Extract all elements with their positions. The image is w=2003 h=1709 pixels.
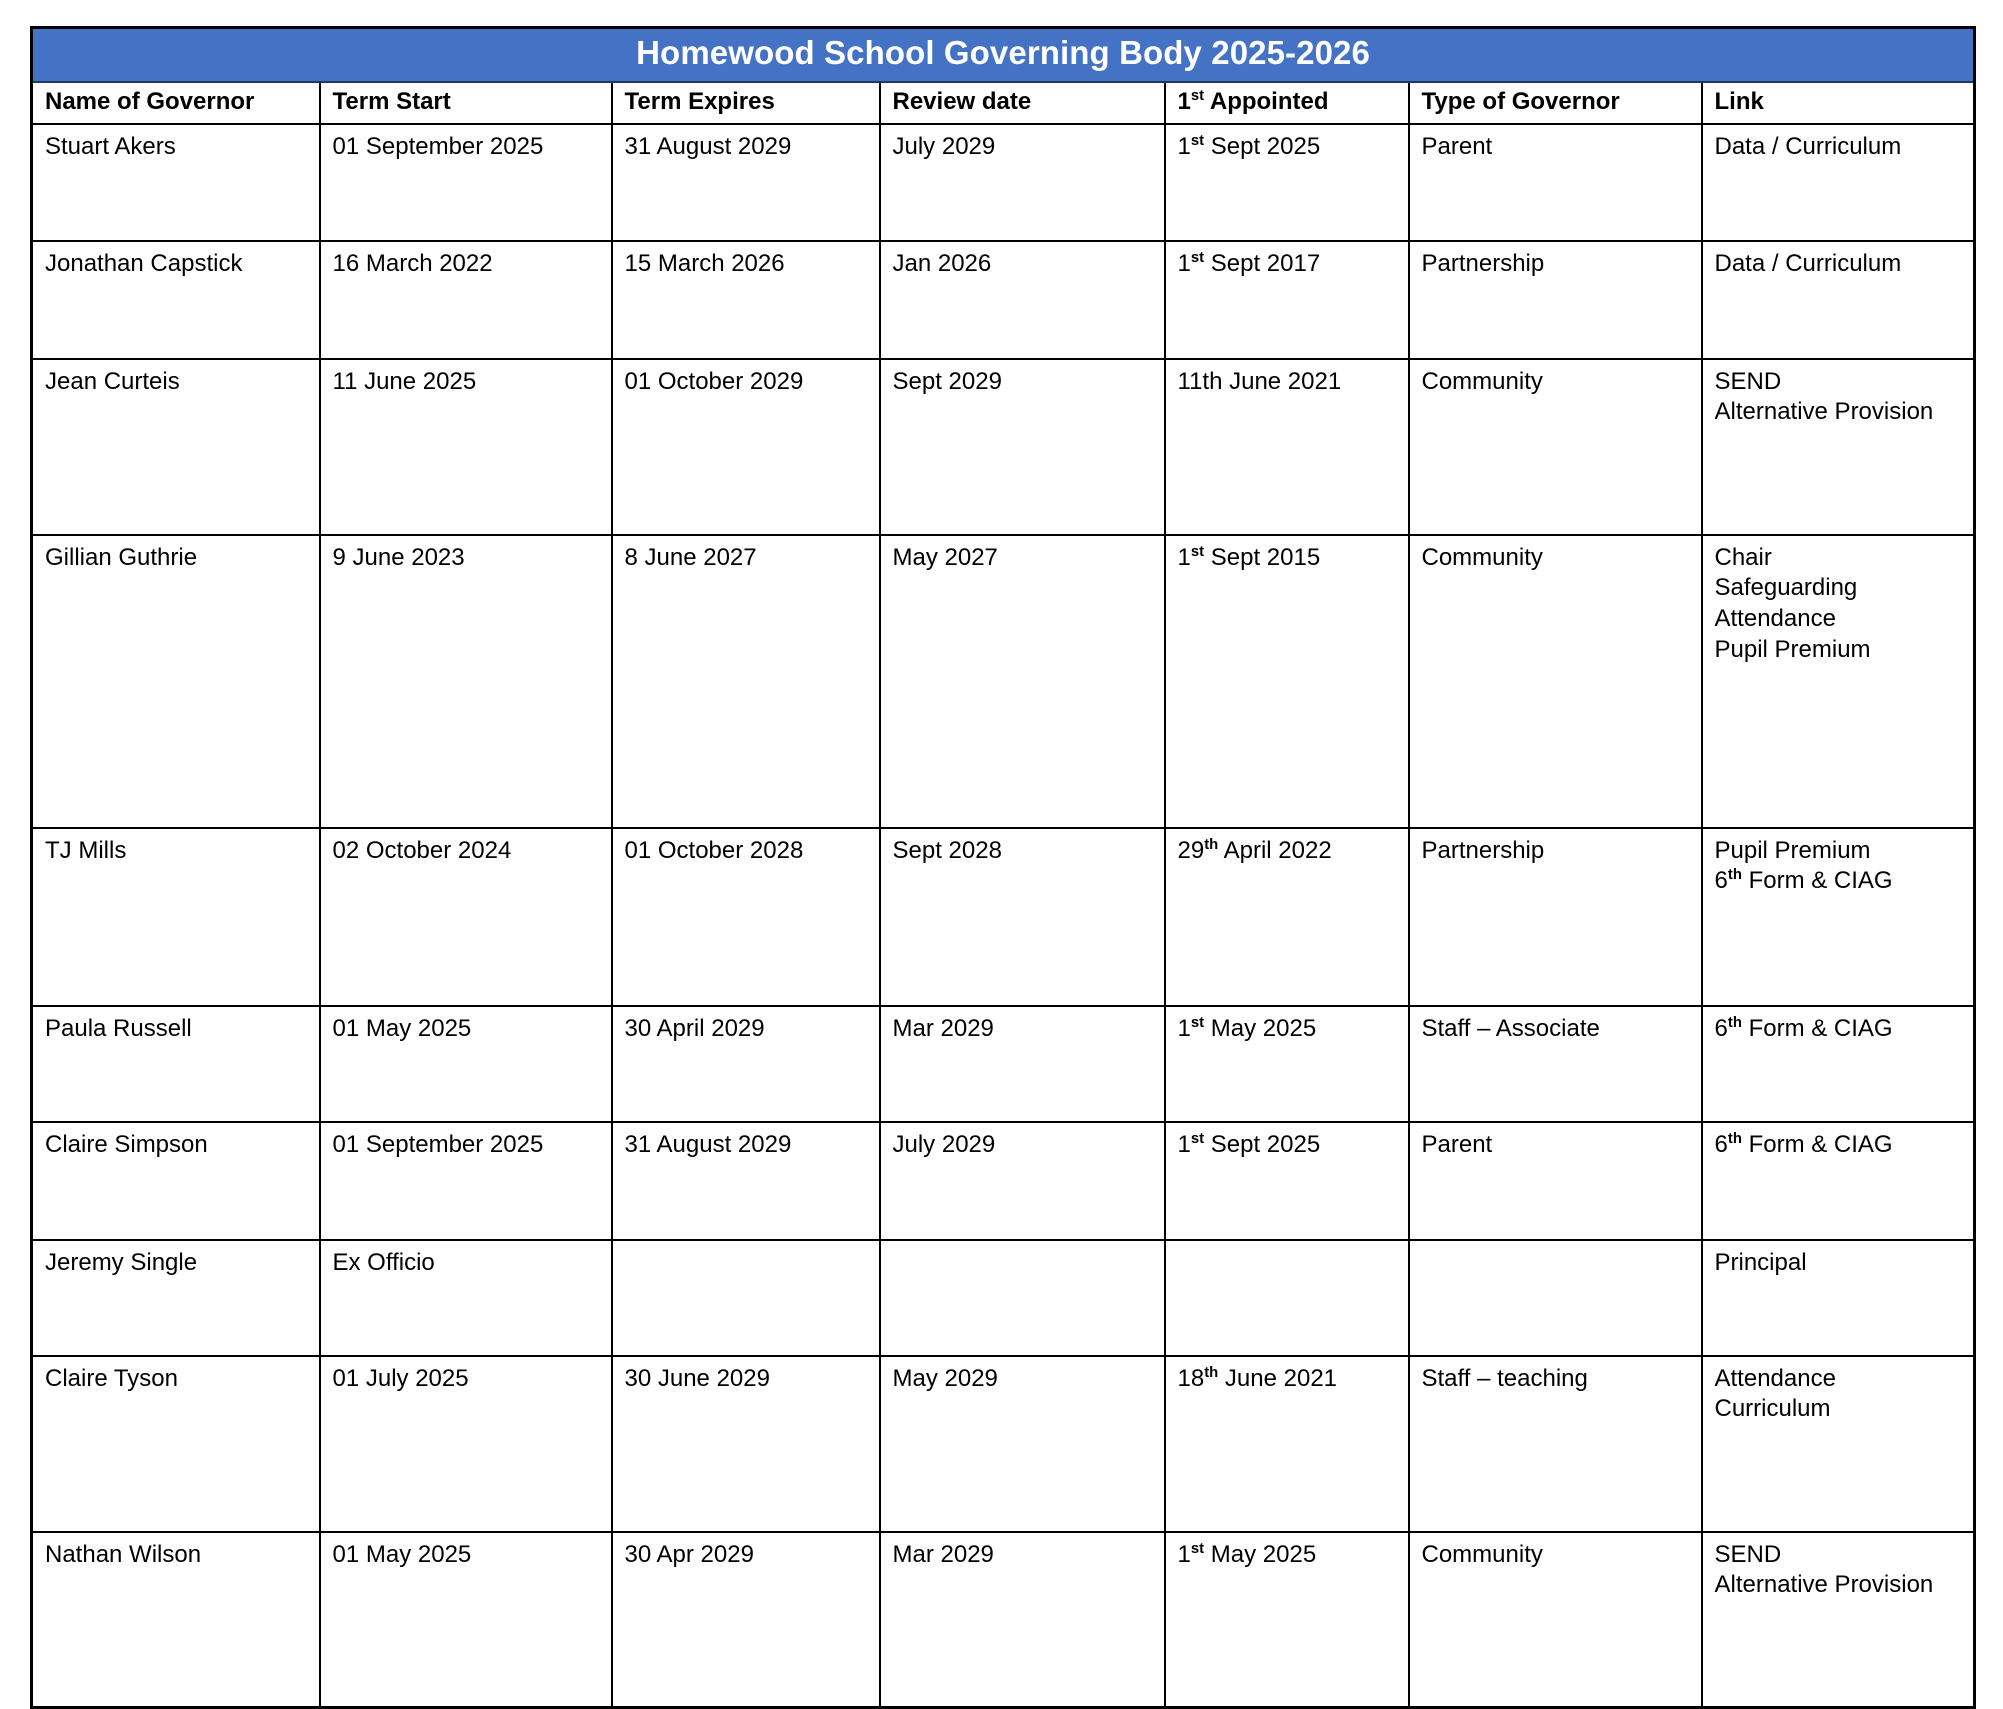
cell-term-expires: 15 March 2026 — [612, 241, 880, 359]
cell-governor-type: Community — [1409, 359, 1702, 535]
cell-governor-name: Jean Curteis — [32, 359, 320, 535]
cell-review-date: Sept 2029 — [880, 359, 1165, 535]
cell-governor-name: Jonathan Capstick — [32, 241, 320, 359]
cell-review-date: May 2027 — [880, 535, 1165, 828]
cell-term-start: 9 June 2023 — [320, 535, 612, 828]
cell-review-date: July 2029 — [880, 1122, 1165, 1240]
cell-term-expires: 31 August 2029 — [612, 1122, 880, 1240]
link-line: Attendance — [1714, 604, 1836, 632]
cell-term-start: 01 September 2025 — [320, 124, 612, 241]
cell-review-date: Mar 2029 — [880, 1006, 1165, 1122]
cell-governor-type: Staff – Associate — [1409, 1006, 1702, 1122]
link-line: Alternative Provision — [1714, 398, 1934, 426]
cell-term-expires: 30 April 2029 — [612, 1006, 880, 1122]
cell-governor-name: Stuart Akers — [32, 124, 320, 241]
page-title: Homewood School Governing Body 2025-2026 — [32, 28, 1975, 82]
link-line: 6th Form & CIAG — [1714, 1014, 1893, 1042]
cell-term-expires: 01 October 2029 — [612, 359, 880, 535]
cell-term-start: 01 May 2025 — [320, 1532, 612, 1708]
link-line: 6th Form & CIAG — [1714, 1130, 1893, 1158]
column-header-6: Type of Governor — [1409, 82, 1702, 124]
cell-governor-name: Claire Simpson — [32, 1122, 320, 1240]
column-header-7: Link — [1702, 82, 1975, 124]
cell-governor-name: Paula Russell — [32, 1006, 320, 1122]
governing-body-table — [30, 26, 1976, 1709]
cell-first-appointed: 11th June 2021 — [1165, 359, 1409, 535]
cell-term-expires: 31 August 2029 — [612, 124, 880, 241]
column-header-4: Review date — [880, 82, 1165, 124]
table-header-row — [32, 82, 1975, 124]
table-row — [32, 1122, 1975, 1240]
cell-first-appointed: 18th June 2021 — [1165, 1356, 1409, 1532]
cell-first-appointed: 29th April 2022 — [1165, 828, 1409, 1006]
cell-governor-type: Parent — [1409, 1122, 1702, 1240]
cell-governor-name: Nathan Wilson — [32, 1532, 320, 1708]
table-row — [32, 1240, 1975, 1356]
link-line: SEND — [1714, 367, 1782, 395]
cell-term-start: Ex Officio — [320, 1240, 612, 1356]
table-row — [32, 1356, 1975, 1532]
table-row — [32, 1532, 1975, 1708]
column-header-3: Term Expires — [612, 82, 880, 124]
cell-link — [1702, 1240, 1975, 1356]
cell-governor-type: Staff – teaching — [1409, 1356, 1702, 1532]
cell-governor-name: Claire Tyson — [32, 1356, 320, 1532]
cell-governor-type — [1409, 1240, 1702, 1356]
cell-term-start: 16 March 2022 — [320, 241, 612, 359]
cell-governor-type: Parent — [1409, 124, 1702, 241]
ordinal-suffix: th — [1727, 1130, 1742, 1147]
cell-term-expires: 30 June 2029 — [612, 1356, 880, 1532]
ordinal-suffix: st — [1190, 249, 1205, 266]
cell-governor-name: Gillian Guthrie — [32, 535, 320, 828]
link-line: Pupil Premium — [1714, 635, 1871, 663]
cell-link — [1702, 359, 1975, 535]
column-header-2: Term Start — [320, 82, 612, 124]
cell-term-expires — [612, 1240, 880, 1356]
column-header-5: 1st Appointed — [1165, 82, 1409, 124]
ordinal-suffix: st — [1190, 1014, 1205, 1031]
link-line: 6th Form & CIAG — [1714, 867, 1893, 895]
cell-link — [1702, 828, 1975, 1006]
link-line: Curriculum — [1714, 1395, 1831, 1423]
link-line: Data / Curriculum — [1714, 249, 1902, 277]
cell-term-start: 01 September 2025 — [320, 1122, 612, 1240]
cell-first-appointed: 1st May 2025 — [1165, 1532, 1409, 1708]
cell-term-expires: 8 June 2027 — [612, 535, 880, 828]
table-row — [32, 1006, 1975, 1122]
cell-review-date: Mar 2029 — [880, 1532, 1165, 1708]
table-title-row — [32, 28, 1975, 82]
table-body — [32, 28, 1975, 1708]
cell-link — [1702, 124, 1975, 241]
cell-first-appointed: 1st Sept 2025 — [1165, 1122, 1409, 1240]
cell-review-date: May 2029 — [880, 1356, 1165, 1532]
cell-link — [1702, 1532, 1975, 1708]
cell-link — [1702, 1006, 1975, 1122]
cell-review-date: Jan 2026 — [880, 241, 1165, 359]
cell-link — [1702, 1122, 1975, 1240]
cell-governor-name: TJ Mills — [32, 828, 320, 1006]
ordinal-suffix: th — [1727, 1014, 1742, 1031]
cell-first-appointed: 1st Sept 2015 — [1165, 535, 1409, 828]
cell-first-appointed — [1165, 1240, 1409, 1356]
cell-review-date: July 2029 — [880, 124, 1165, 241]
cell-governor-type: Community — [1409, 535, 1702, 828]
cell-term-start: 01 July 2025 — [320, 1356, 612, 1532]
link-line: Safeguarding — [1714, 574, 1858, 602]
link-line: Attendance — [1714, 1364, 1836, 1392]
table-row — [32, 535, 1975, 828]
cell-link — [1702, 241, 1975, 359]
ordinal-suffix: st — [1190, 1130, 1205, 1147]
column-header-1: Name of Governor — [32, 82, 320, 124]
table-row — [32, 828, 1975, 1006]
cell-governor-name: Jeremy Single — [32, 1240, 320, 1356]
link-line: Pupil Premium — [1714, 836, 1871, 864]
ordinal-suffix: st — [1190, 1540, 1205, 1557]
link-line: Principal — [1714, 1248, 1807, 1276]
cell-link — [1702, 535, 1975, 828]
cell-governor-type: Partnership — [1409, 241, 1702, 359]
cell-governor-type: Community — [1409, 1532, 1702, 1708]
cell-governor-type: Partnership — [1409, 828, 1702, 1006]
table-row — [32, 124, 1975, 241]
cell-review-date: Sept 2028 — [880, 828, 1165, 1006]
link-line: SEND — [1714, 1540, 1782, 1568]
cell-first-appointed: 1st Sept 2017 — [1165, 241, 1409, 359]
ordinal-suffix: st — [1190, 87, 1205, 104]
ordinal-suffix: th — [1727, 867, 1742, 884]
cell-term-start: 11 June 2025 — [320, 359, 612, 535]
cell-first-appointed: 1st May 2025 — [1165, 1006, 1409, 1122]
cell-link — [1702, 1356, 1975, 1532]
ordinal-suffix: th — [1204, 1364, 1219, 1381]
link-line: Alternative Provision — [1714, 1571, 1934, 1599]
cell-term-expires: 01 October 2028 — [612, 828, 880, 1006]
cell-term-start: 01 May 2025 — [320, 1006, 612, 1122]
ordinal-suffix: st — [1190, 543, 1205, 560]
cell-term-expires: 30 Apr 2029 — [612, 1532, 880, 1708]
link-line: Data / Curriculum — [1714, 132, 1902, 160]
cell-first-appointed: 1st Sept 2025 — [1165, 124, 1409, 241]
link-line: Chair — [1714, 543, 1772, 571]
ordinal-suffix: th — [1204, 836, 1219, 853]
ordinal-suffix: st — [1190, 132, 1205, 149]
table-row — [32, 359, 1975, 535]
table-row — [32, 241, 1975, 359]
cell-review-date — [880, 1240, 1165, 1356]
cell-term-start: 02 October 2024 — [320, 828, 612, 1006]
